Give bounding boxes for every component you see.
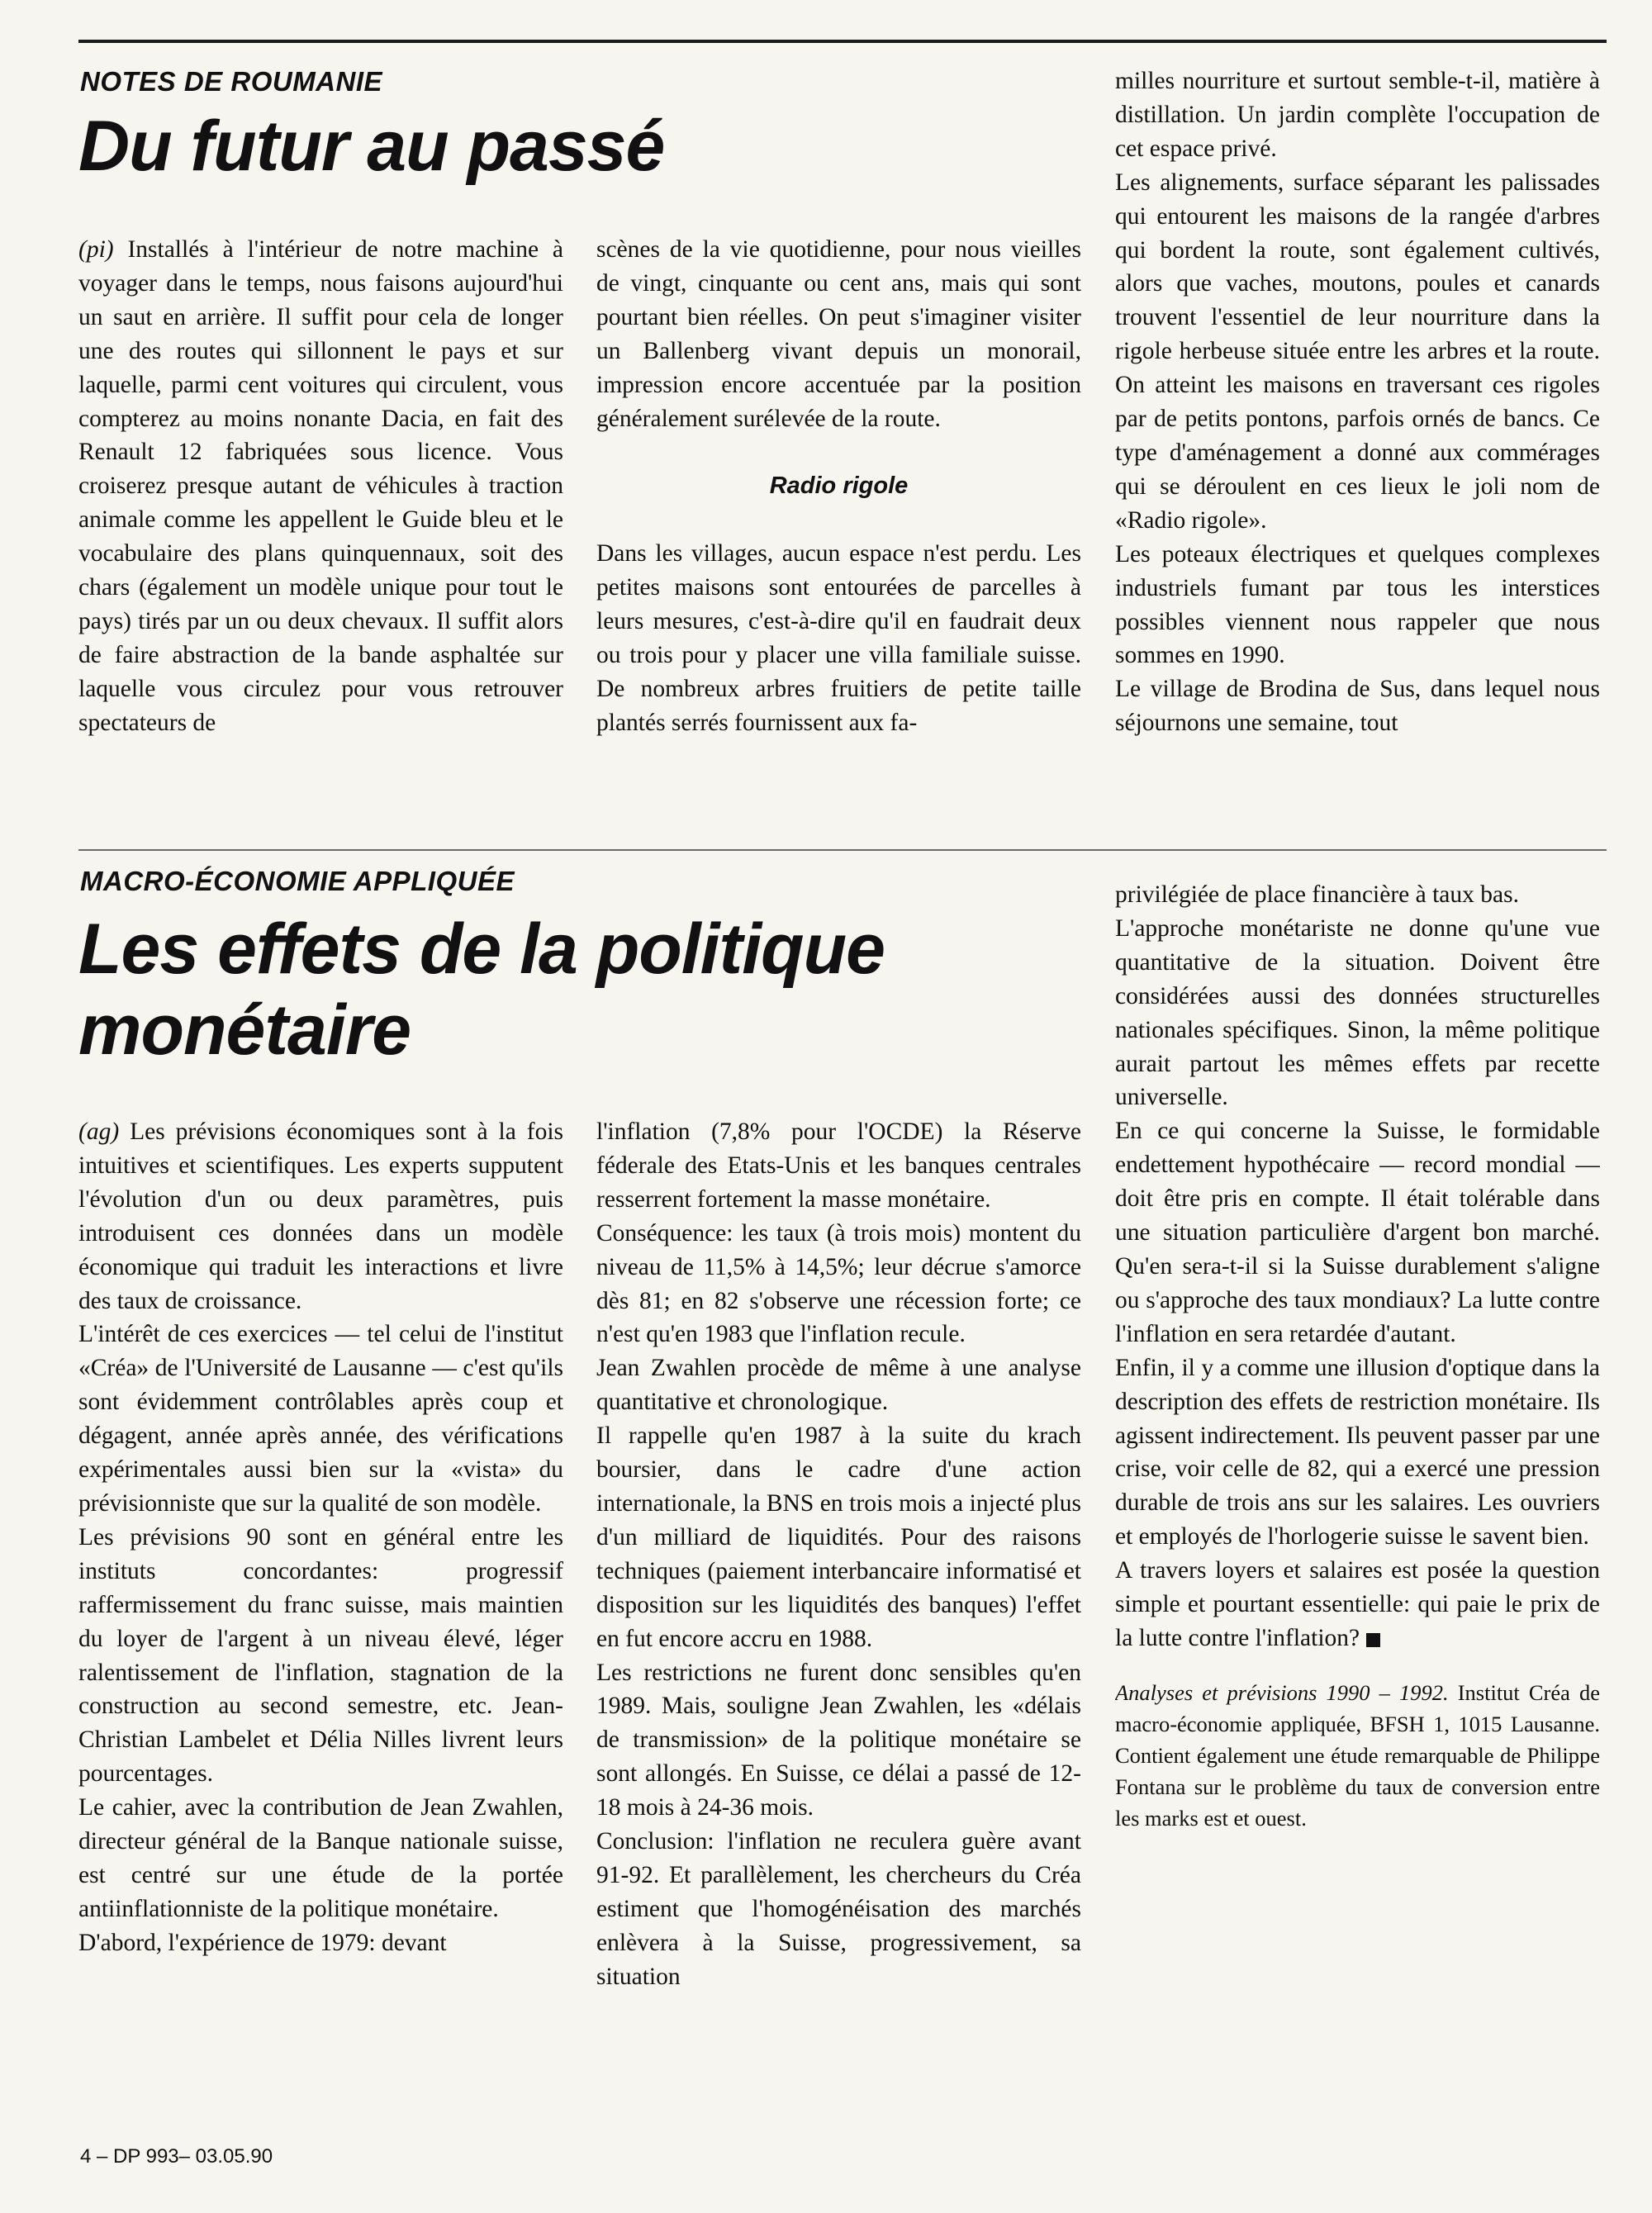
end-of-article-mark	[1366, 1633, 1380, 1647]
article2-column-2	[596, 1115, 1081, 2131]
paragraph: L'approche monétariste ne donne qu'une vue quantitative de la situation. Doivent être considérées aussi des données structurelles nationales spécifiques. Sinon, la même politique aurait partout les mêmes effets par recette universelle.	[1115, 914, 1600, 1111]
page-footer: 4 – DP 993– 03.05.90	[80, 2145, 273, 2168]
article1-column-1	[78, 233, 563, 812]
paragraph: privilégiée de place financière à taux bas.	[1115, 881, 1519, 908]
paragraph: Enfin, il y a comme une illusion d'optique dans la description des effets de restriction monétaire. Ils agissent indirectement. Ils peuvent passer par une crise, voir celle de 82, qui a exercé une pression durable de trois ans sur les salaires. Les ouvriers et employés de l'horlogerie suisse le savent bien.	[1115, 1354, 1600, 1551]
paragraph: Les poteaux électriques et quelques complexes industriels fumant par tous les interstices possibles viennent nous rappeler que nous sommes en 1990.	[1115, 540, 1600, 669]
paragraph: Jean Zwahlen procède de même à une analyse quantitative et chronologique.	[596, 1355, 1081, 1416]
paragraph: En ce qui concerne la Suisse, le formidable endettement hypothécaire — record mondial — doit être pris en compte. Il était tolérable dans une situation particulière d'argent bon marché. Qu'en sera-t-il si la Suisse durablement s'aligne ou s'approche des taux mondiaux? La lutte contre l'inflation en sera retardée d'autant.	[1115, 1118, 1600, 1347]
paragraph: Il rappelle qu'en 1987 à la suite du krach boursier, dans le cadre d'une action internationale, la BNS en trois mois a injecté plus d'un milliard de liquidités. Pour des raisons techniques (paiement interbancaire informatisé et disposition sur les liquidités des banques) l'effet en fut encore accru en 1988.	[596, 1422, 1081, 1652]
article2-kicker: MACRO-ÉCONOMIE APPLIQUÉE	[80, 866, 515, 896]
paragraph: Les alignements, surface séparant les palissades qui entourent les maisons de la rangée d'arbres qui bordent la route, sont également cultivés, alors que vaches, moutons, poules et canards trouvent l'essentiel de leur nourriture dans la rigole herbeuse située entre les arbres et la route. On atteint les maisons en traversant ces rigoles par de petits pontons, parfois ornés de bancs. Ce type d'aménagement a donné aux commérages qui se déroulent en ces lieux le joli nom de «Radio rigole».	[1115, 169, 1600, 534]
note-title: Analyses et prévisions 1990 – 1992.	[1115, 1679, 1449, 1705]
paragraph: Conséquence: les taux (à trois mois) montent du niveau de 11,5% à 14,5%; leur décrue s'amorce dès 81; en 82 s'observe une récession forte; ce n'est qu'en 1983 que l'inflation recule.	[596, 1219, 1081, 1348]
paragraph: Conclusion: l'inflation ne reculera guère avant 91-92. Et parallèlement, les chercheurs du Créa estiment que l'homogénéisation des marchés enlèvera à la Suisse, progressivement, sa situation	[596, 1828, 1081, 1990]
article1-column-3	[1115, 64, 1600, 812]
paragraph: Le village de Brodina de Sus, dans lequel nous séjournons une semaine, tout	[1115, 676, 1600, 737]
article1-kicker: NOTES DE ROUMANIE	[80, 66, 383, 97]
paragraph: Les prévisions 90 sont en général entre les instituts concordantes: progressif raffermissement du franc suisse, mais maintien du loyer de l'argent à un niveau élevé, léger ralentissement de l'inflation, stagnation de la construction au second semestre, etc. Jean-Christian Lambelet et Délia Nilles livrent leurs pourcentages.	[78, 1523, 563, 1788]
paragraph: Dans les villages, aucun espace n'est perdu. Les petites maisons sont entourées de parcelles à leurs mesures, c'est-à-dire qu'il en faudrait deux ou trois pour y placer une villa familiale suisse. De nombreux arbres fruitiers de petite taille plantés serrés fournissent aux fa-	[596, 540, 1081, 736]
paragraph: Les restrictions ne furent donc sensibles qu'en 1989. Mais, souligne Jean Zwahlen, les «délais de transmission» de la politique monétaire se sont allongés. En Suisse, ce délai a passé de 12-18 mois à 24-36 mois.	[596, 1659, 1081, 1821]
paragraph: l'inflation (7,8% pour l'OCDE) la Réserve féderale des Etats-Unis et les banques centrales resserrent fortement la masse monétaire.	[596, 1118, 1081, 1213]
article1-title: Du futur au passé	[78, 107, 665, 186]
article2-column-1	[78, 1115, 563, 2131]
paragraph: (pi) Installés à l'intérieur de notre machine à voyager dans le temps, nous faisons aujourd'hui un saut en arrière. Il suffit pour cela de longer une des routes qui sillonnent le pays et sur laquelle, parmi cent voitures qui circulent, vous compterez au moins nonante Dacia, en fait des Renault 12 fabriquées sous licence. Vous croiserez presque autant de véhicules à traction animale comme les appellent le Guide bleu et le vocabulaire des plans quinquennaux, soit des chars (également un modèle unique pour tout le pays) tirés par un ou deux chevaux. Il suffit alors de faire abstraction de la bande asphaltée sur laquelle vous circulez pour vous retrouver spectateurs de	[78, 236, 563, 736]
section-divider	[78, 849, 1607, 851]
article1-column-2	[596, 233, 1081, 812]
paragraph: D'abord, l'expérience de 1979: devant	[78, 1929, 447, 1956]
byline: (pi)	[78, 236, 114, 263]
paragraph: L'intérêt de ces exercices — tel celui de l'institut «Créa» de l'Université de Lausanne — c'est qu'ils sont évidemment contrôlables après coup et dégagent, année après année, des vérifications expérimentales aussi bien sur la «vista» du prévisionniste que sur la qualité de son modèle.	[78, 1321, 563, 1517]
paragraph: (ag) Les prévisions économiques sont à la fois intuitives et scientifiques. Les experts supputent l'évolution d'un ou deux paramètres, puis introduisent ces données dans un modèle économique qui traduit les interactions et livre des taux de croissance.	[78, 1118, 563, 1314]
subheading: Radio rigole	[769, 473, 909, 500]
reference-note: Analyses et prévisions 1990 – 1992. Institut Créa de macro-économie appliquée, BFSH 1, 1015 Lausanne. Contient également une étude remarquable de Philippe Fontana sur le problème du taux de conversion entre les marks est et ouest.	[1115, 1679, 1600, 1831]
article2-column-3	[1115, 878, 1600, 2131]
top-rule	[78, 40, 1607, 43]
paragraph: Le cahier, avec la contribution de Jean Zwahlen, directeur général de la Banque nationale suisse, est centré sur une étude de la portée antiinflationniste de la politique monétaire.	[78, 1794, 563, 1922]
byline: (ag)	[78, 1118, 120, 1145]
paragraph: scènes de la vie quotidienne, pour nous vieilles de vingt, cinquante ou cent ans, mais qui sont pourtant bien réelles. On peut s'imaginer visiter un Ballenberg vivant depuis un monorail, impression encore accentuée par la position généralement surélevée de la route.	[596, 236, 1081, 432]
paragraph: milles nourriture et surtout semble-t-il, matière à distillation. Un jardin complète l'occupation de cet espace privé.	[1115, 68, 1600, 162]
paragraph: A travers loyers et salaires est posée la question simple et pourtant essentielle: qui paie le prix de la lutte contre l'inflation?	[1115, 1557, 1600, 1651]
article2-title: Les effets de la politique monétaire	[78, 909, 885, 1070]
